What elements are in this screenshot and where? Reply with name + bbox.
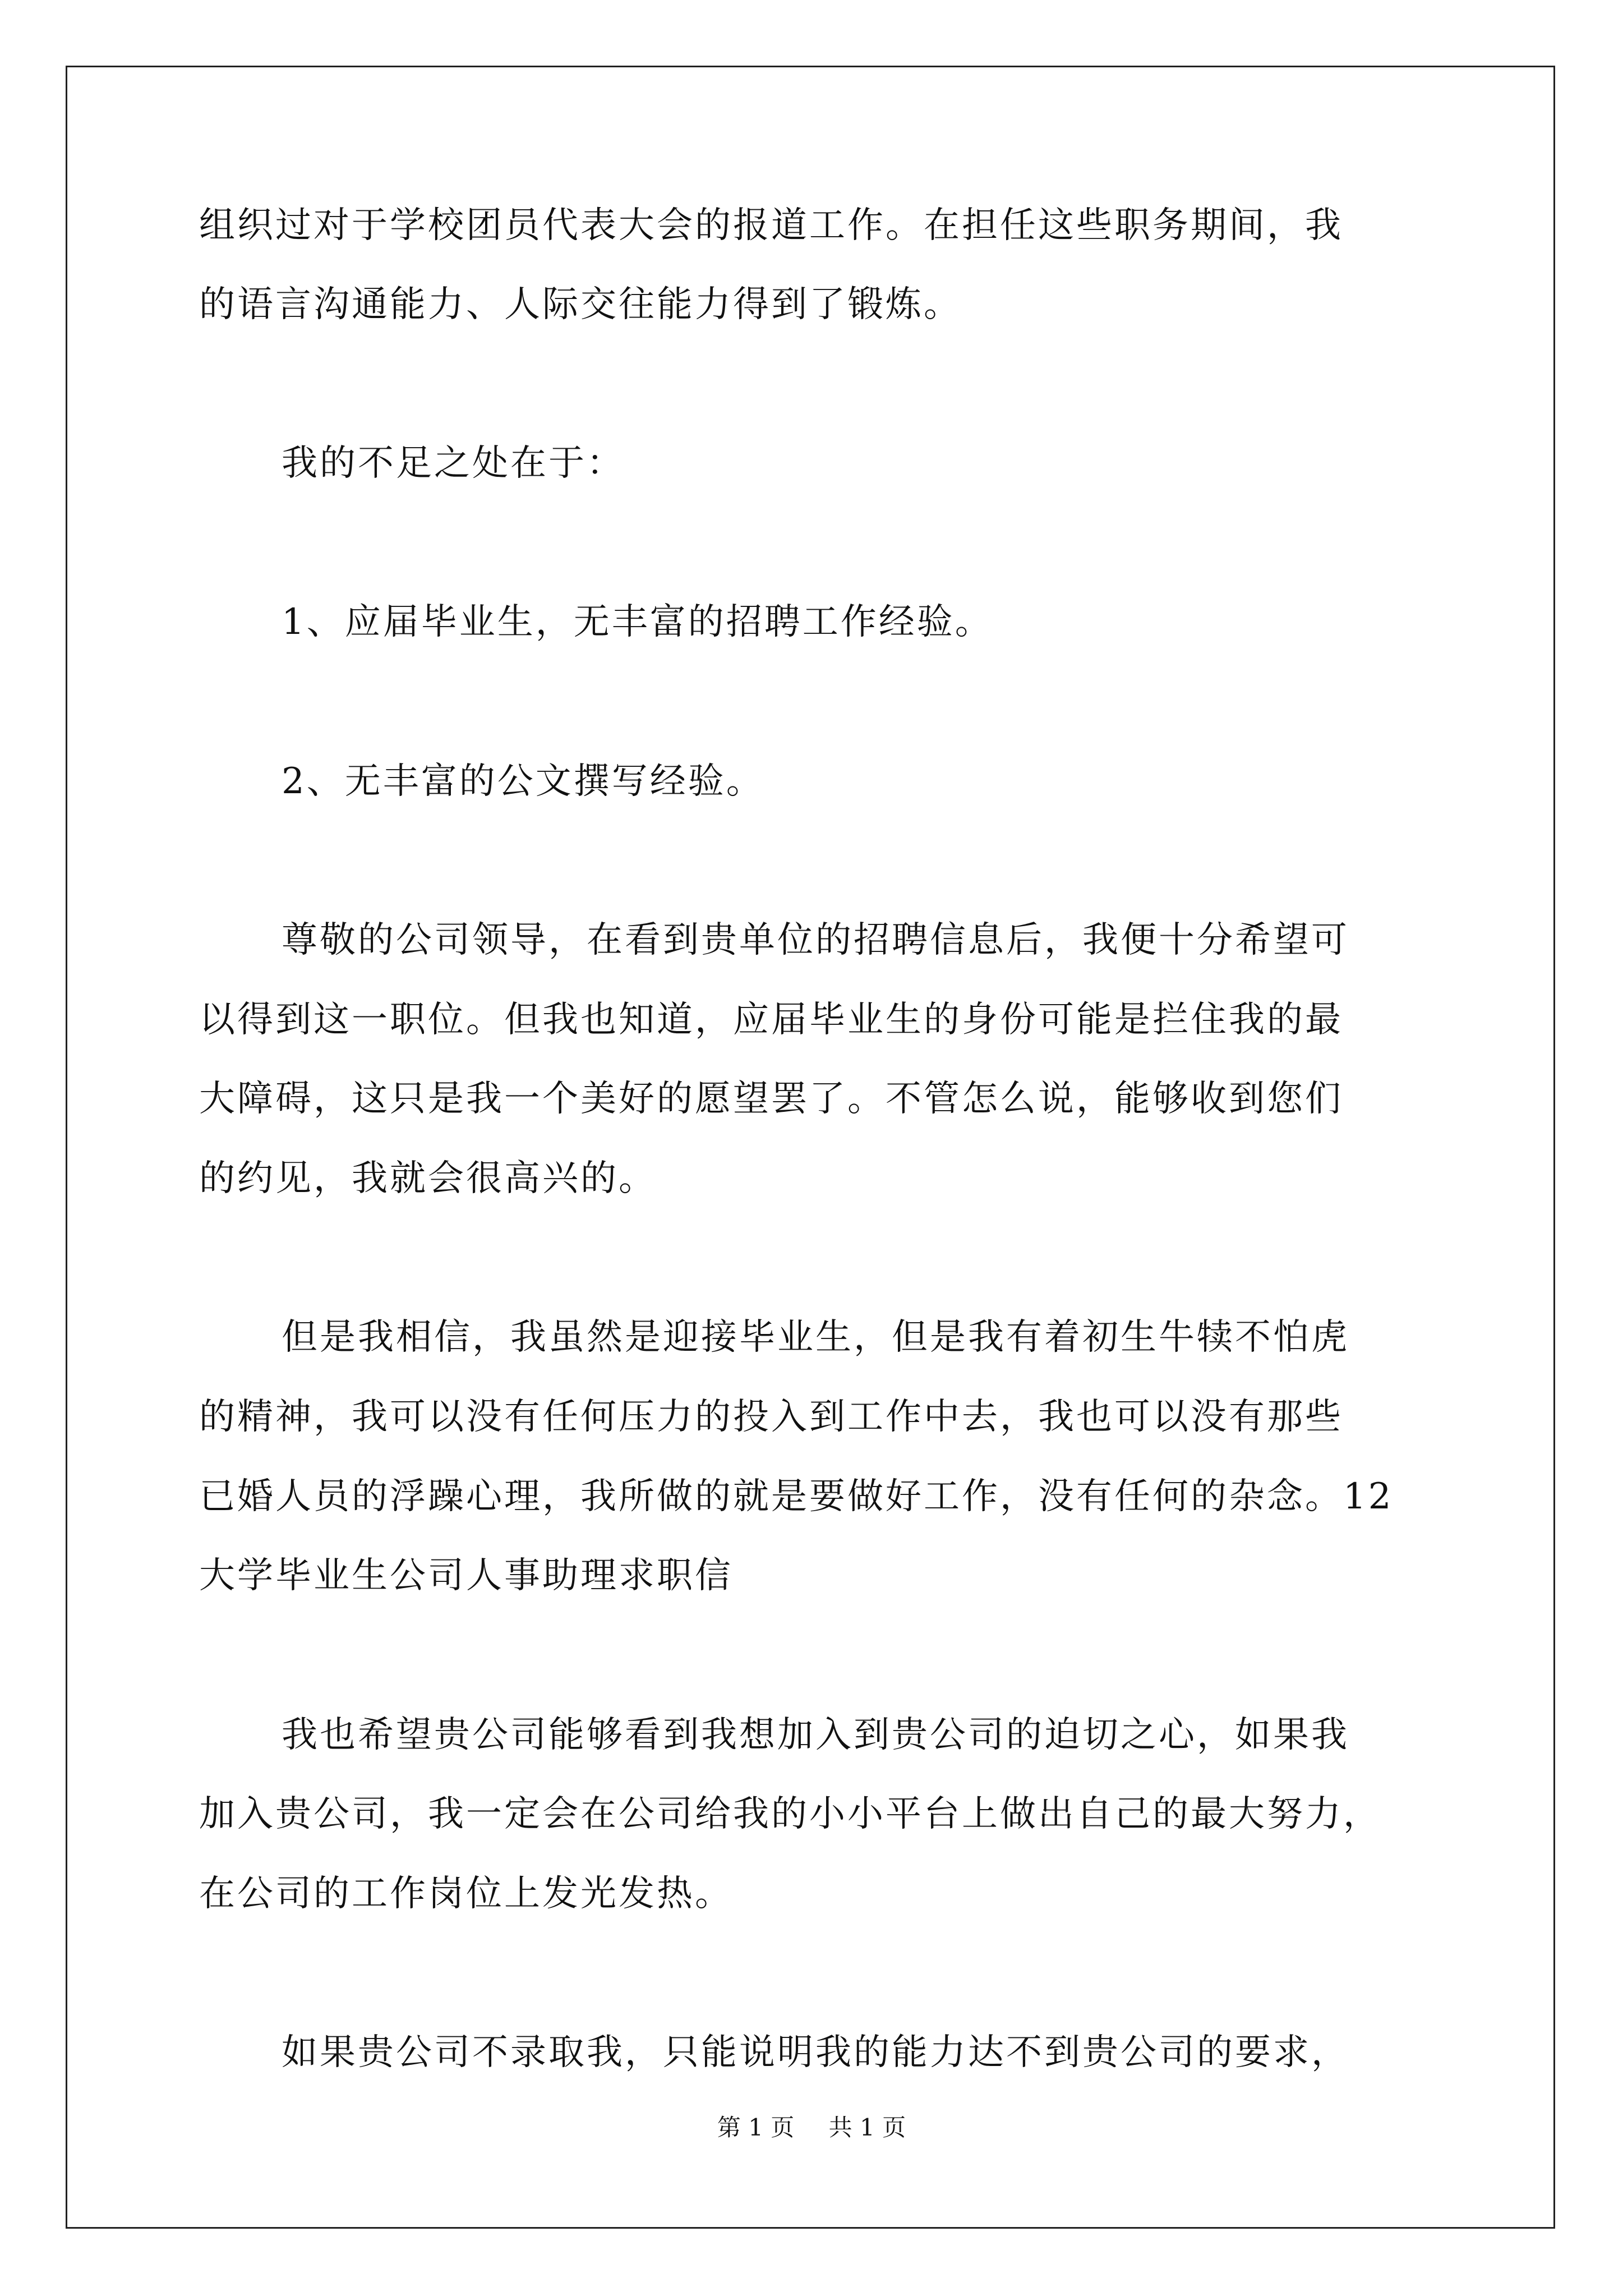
body-line: 大障碍，这只是我一个美好的愿望罢了。不管怎么说，能够收到您们 — [199, 1078, 1343, 1120]
body-line: 尊敬的公司领导，在看到贵单位的招聘信息后，我便十分希望可 — [282, 919, 1349, 961]
body-line: 的语言沟通能力、人际交往能力得到了锻炼。 — [199, 284, 962, 325]
body-line: 大学毕业生公司人事助理求职信 — [199, 1555, 733, 1596]
body-line: 组织过对于学校团员代表大会的报道工作。在担任这些职务期间，我 — [199, 205, 1343, 246]
page-total: 共 1 页 — [828, 2114, 906, 2141]
body-line: 我的不足之处在于： — [282, 443, 625, 484]
body-line: 1、应届毕业生，无丰富的招聘工作经验。 — [282, 601, 993, 643]
body-line: 的精神，我可以没有任何压力的投入到工作中去，我也可以没有那些 — [199, 1396, 1343, 1438]
body-line: 我也希望贵公司能够看到我想加入到贵公司的迫切之心，如果我 — [282, 1714, 1349, 1756]
body-line: 在公司的工作岗位上发光发热。 — [199, 1873, 733, 1915]
page-footer — [0, 2116, 1623, 2139]
body-line: 加入贵公司，我一定会在公司给我的小小平台上做出自己的最大努力， — [199, 1793, 1381, 1835]
body-line: 的约见，我就会很高兴的。 — [199, 1158, 657, 1199]
body-line: 已婚人员的浮躁心理，我所做的就是要做好工作，没有任何的杂念。12 — [199, 1476, 1394, 1517]
body-line: 如果贵公司不录取我，只能说明我的能力达不到贵公司的要求， — [282, 2032, 1349, 2073]
body-line: 以得到这一职位。但我也知道，应届毕业生的身份可能是拦住我的最 — [199, 999, 1343, 1041]
page-number: 第 1 页 — [717, 2114, 795, 2141]
body-line: 但是我相信，我虽然是迎接毕业生，但是我有着初生牛犊不怕虎 — [282, 1317, 1349, 1358]
body-line: 2、无丰富的公文撰写经验。 — [282, 761, 764, 802]
